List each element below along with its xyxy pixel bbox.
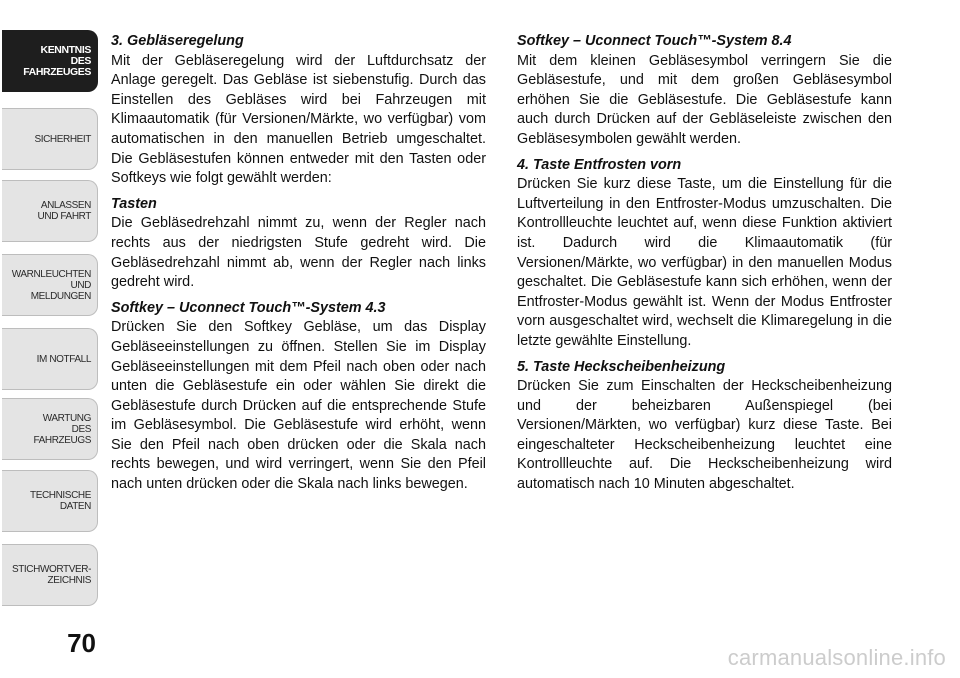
tab-label: WARNLEUCHTEN UND MELDUNGEN: [11, 268, 91, 302]
section-heading: Softkey – Uconnect Touch™-System 4.3: [111, 299, 386, 316]
paragraph: Drücken Sie den Softkey Gebläse, um das Display Gebläseeinstellungen zu öffnen. Stellen Sie im Display Gebläseeinstellungen mit dem Pfeil nach oben oder nach unten die Gebläsestufe ein oder wählen Sie direkt die Gebläsestufe durch Drücken auf die entsprechende Stufe im Gebläsesymbol. Die Gebläsestufe wird erhöht, wenn Sie den Pfeil nach oben drücken oder die Skala nach rechts bewegen, und wird verringert, wenn Sie den Pfeil nach unten drücken oder die Skala nach links bewegen.: [111, 319, 486, 493]
chapter-tab-bar: [0, 0, 100, 600]
right-text-column: [517, 32, 892, 501]
tab-label: KENNTNIS DES FAHRZEUGES: [23, 43, 91, 78]
paragraph: Drücken Sie zum Einschalten der Heckscheibenheizung und der beheizbaren Außenspiegel (bei Versionen/Märkten, wo verfügbar) kurz diese Taste. Bei eingeschalteter Heckscheibenheizung leuchtet eine Kontrollleuchte auf. Die Heckscheibenheizung wird automatisch nach 10 Minuten abgeschaltet.: [517, 378, 892, 493]
tab-label: IM NOTFALL: [36, 353, 91, 365]
tab-anlassen-und-fahrt[interactable]: [2, 180, 98, 242]
tab-label: TECHNISCHE DATEN: [29, 490, 91, 512]
tab-warnleuchten-und-meldungen[interactable]: [2, 254, 98, 316]
tab-im-notfall[interactable]: [2, 328, 98, 390]
tab-kenntnis-des-fahrzeuges[interactable]: [2, 30, 98, 92]
section-heading: 3. Gebläseregelung: [111, 33, 244, 49]
paragraph: Mit der Gebläseregelung wird der Luftdurchsatz der Anlage geregelt. Das Gebläse ist siebenstufig. Durch das Einstellen des Gebläses wird bei Fahrzeugen mit Klimaautomatik (für Versionen/Märkte, wo verfügbar) vom automatischen in den manuellen Betrieb umgeschaltet. Die Gebläsestufen können entweder mit den Tasten oder Softkeys wie folgt gewählt werden:: [111, 52, 486, 187]
page-number: 70: [67, 628, 96, 658]
tab-label: ANLASSEN UND FAHRT: [37, 200, 91, 222]
left-text-column: [111, 32, 486, 501]
paragraph: Mit dem kleinen Gebläsesymbol verringern Sie die Gebläsestufe, und mit dem großen Gebläsesymbol erhöhen Sie die Gebläsestufe. Die Gebläsestufe kann auch durch Drücken auf der Gebläseleiste zwischen den Gebläsesymbolen gewählt werden.: [517, 52, 892, 147]
paragraph: Drücken Sie kurz diese Taste, um die Einstellung für die Luftverteilung in den Entfroster-Modus umzuschalten. Die Kontrollleuchte leuchtet auf, wenn diese Funktion aktiviert ist. Dadurch wird die Klimaautomatik (für Versionen/Märkte, wo verfügbar) in den manuellen Modus geschaltet. Die Gebläsestufe kann sich erhöhen, wenn der Entfroster-Modus gewählt ist. Wenn der Modus Entfroster vorn ausgeschaltet wird, wechselt die Klimaregelung in die letzte gewählte Einstellung.: [517, 176, 892, 349]
tab-label: WARTUNG DES FAHRZEUGS: [33, 412, 91, 446]
tab-technische-daten[interactable]: [2, 470, 98, 532]
watermark: carmanualsonline.info: [727, 645, 946, 670]
tab-wartung-des-fahrzeugs[interactable]: [2, 398, 98, 460]
tab-label: SICHERHEIT: [34, 133, 91, 145]
section-heading: 5. Taste Heckscheibenheizung: [517, 358, 726, 375]
tab-label: STICHWORTVER- ZEICHNIS: [11, 564, 91, 586]
section-heading: 4. Taste Entfrosten vorn: [517, 156, 682, 173]
tab-sicherheit[interactable]: [2, 108, 98, 170]
section-heading: Tasten: [111, 195, 157, 212]
tab-stichwortverzeichnis[interactable]: [2, 544, 98, 606]
section-heading: Softkey – Uconnect Touch™-System 8.4: [517, 33, 792, 49]
paragraph: Die Gebläsedrehzahl nimmt zu, wenn der Regler nach rechts aus der niedrigsten Stufe gedreht wird. Die Gebläsedrehzahl nimmt ab, wenn der Regler nach links gedreht wird.: [111, 215, 486, 291]
